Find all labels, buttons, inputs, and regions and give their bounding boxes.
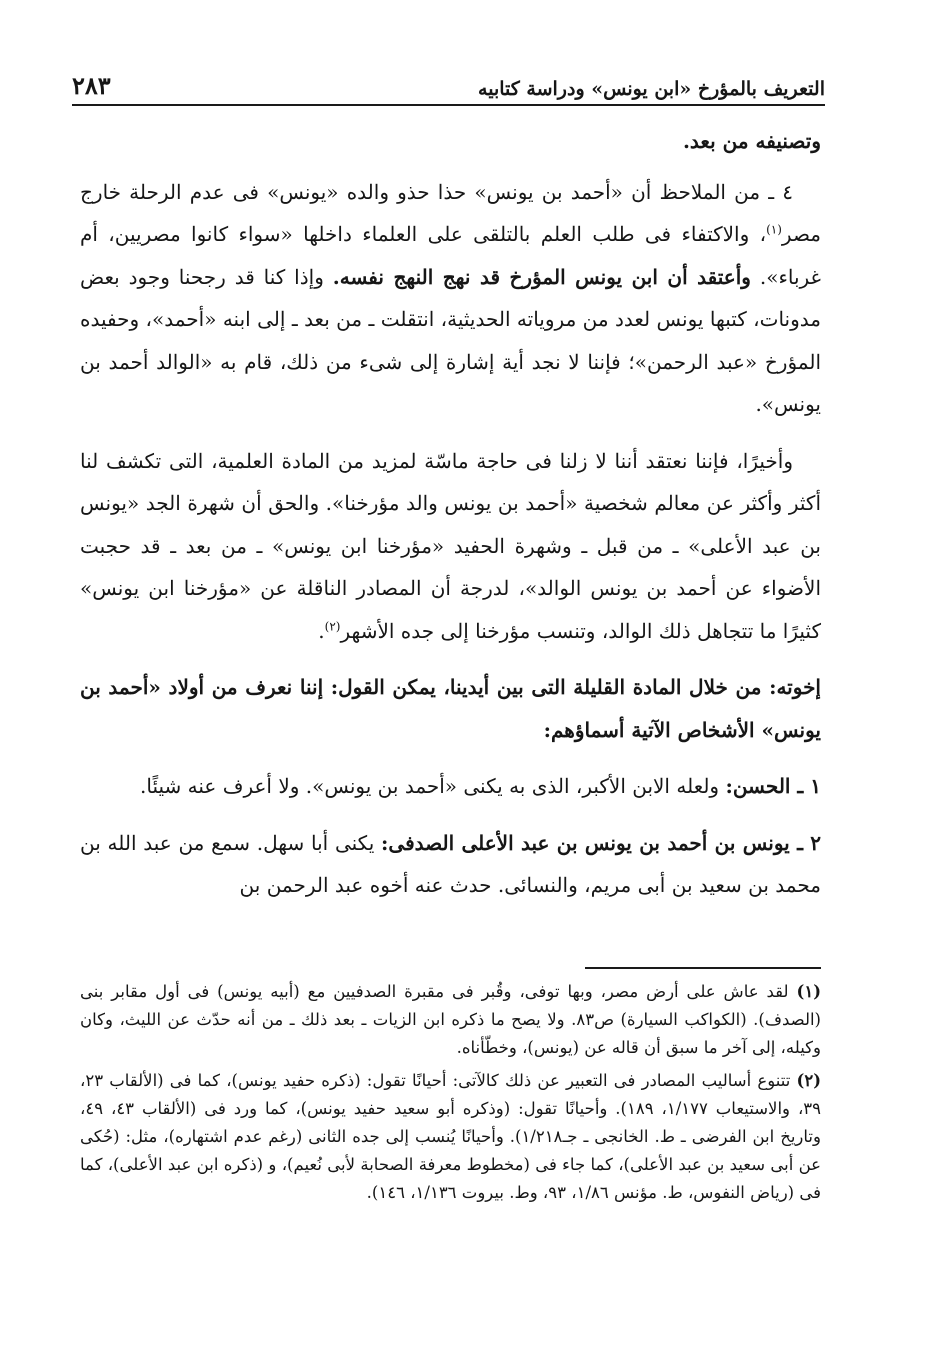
paragraph-4 bbox=[80, 171, 821, 426]
paragraph-4-text-b: ، والاكتفاء فى طلب العلم بالتلقى على العلماء داخلها «سواء كانوا مصريين، أم غرباء». bbox=[80, 222, 822, 289]
paragraph-finally bbox=[80, 440, 821, 653]
sibling-2-text: يكنى أبا سهل. سمع من عبد الله بن محمد بن سعيد بن أبى مريم، والنسائى. حدث عنه أخوه عبد الرحمن بن bbox=[80, 830, 821, 897]
paragraph-4-text-c: وإذا كنا قد رجحنا وجود بعض مدونات، كتبها يونس لعدد من مروياته الحديثية، انتقلت ـ من بعد ـ إلى ابنه «أحمد»، وحفيده المؤرخ «عبد الرحمن»؛ فإننا لا نجد أية إشارة إلى شىء من ذلك، قام به «الوالد أحمد بن يونس». bbox=[80, 264, 821, 416]
paragraph-finally-end: . bbox=[318, 618, 325, 643]
page-number: ٢٨٣ bbox=[72, 71, 111, 100]
footnote-2-text: تتنوع أساليب المصادر فى التعبير عن ذلك كالآتى: أحيانًا تقول: (ذكره حفيد يونس)، كما فى (الألقاب ٢٣، ٣٩، والاستيعاب ١/١٧٧، ١٨٩). وأحيانًا تقول: (وذكره أبو سعيد حفيد يونس)، كما ورد فى (الألقاب ٤٣، ٤٩، وتاريخ ابن الفرضى ـ ط. الخانجى ـ جـ١/٢١٨). وأحيانًا يُنسب إلى جده الثانى (رغم عدم اشتهاره)، مثل: (حُكى عن أبى سعيد بن عبد الأعلى)، كما جاء فى (مخطوط معرفة الصحابة لأبى نُعيم)، و (ذكره ابن عبد الأعلى)، كما فى (رياض النفوس، ط. مؤنس ١/٨٦، ٩٣، وط. بيروت ١/١٣٦، ١٤٦). bbox=[80, 1070, 821, 1203]
paragraph-finally-text: وأخيرًا، فإننا نعتقد أننا لا زلنا فى حاجة ماسّة لمزيد من المادة العلمية، التى تكشف لنا أكثر وأكثر عن معالم شخصية «أحمد بن يونس والد مؤرخنا». والحق أن شهرة الجد «يونس بن عبد الأعلى» ـ من قبل ـ وشهرة الحفيد «مؤرخنا ابن يونس» ـ من بعد ـ قد حجبت الأضواء عن أحمد بن يونس الوالد»، لدرجة أن المصادر الناقلة عن «مؤرخنا ابن يونس» كثيرًا ما تتجاهل ذلك الوالد، وتنسب مؤرخنا إلى جده الأشهر bbox=[80, 448, 821, 643]
footnote-ref-1[interactable]: (١) bbox=[766, 222, 782, 237]
sibling-1-text: ولعله الابن الأكبر، الذى به يكنى «أحمد بن يونس». ولا أعرف عنه شيئًا. bbox=[140, 774, 720, 798]
footnote-2-number: (٢) bbox=[796, 1070, 821, 1090]
sibling-1-name: ١ ـ الحسن: bbox=[725, 774, 821, 798]
siblings-heading: إخوته: من خلال المادة القليلة التى بين أيدينا، يمكن القول: إننا نعرف من أولاد «أحمد بن يونس» الأشخاص الآتية أسماؤهم: bbox=[80, 675, 821, 742]
footnote-2 bbox=[80, 1067, 821, 1208]
footnote-1 bbox=[80, 978, 821, 1063]
sibling-item-2 bbox=[80, 822, 821, 907]
footnote-1-text: لقد عاش على أرض مصر، وبها توفى، وقُبر فى مقبرة الصدفيين مع (أبيه يونس) فى أول مقابر بنى (الصدف). (الكواكب السيارة) ص٨٣. ولا يصح ما ذكره ابن الزيات ـ بعد ذلك ـ من أنه حدّث عن الليث، وكان وكيله، إلى آخر ما سبق أن قاله عن (يونس)، وخطّأناه. bbox=[80, 982, 821, 1058]
footnote-separator bbox=[585, 967, 821, 969]
sibling-2-name: ٢ ـ يونس بن أحمد بن يونس بن عبد الأعلى الصدفى: bbox=[381, 830, 822, 855]
paragraph-continuation: وتصنيفه من بعد. bbox=[682, 129, 821, 153]
main-text bbox=[80, 120, 821, 921]
header-title: التعريف بالمؤرخ «ابن يونس» ودراسة كتابيه bbox=[478, 78, 825, 100]
running-header bbox=[72, 64, 825, 106]
footnotes bbox=[80, 978, 821, 1212]
paragraph-4-emphasis: وأعتقد أن ابن يونس المؤرخ قد نهج النهج نفسه. bbox=[332, 264, 751, 289]
sibling-item-1 bbox=[80, 765, 821, 808]
paragraph-4-text-a: ٤ ـ من الملاحظ أن «أحمد بن يونس» حذا حذو والده «يونس» فى عدم الرحلة خارج مصر bbox=[80, 179, 821, 246]
footnote-ref-2[interactable]: (٢) bbox=[324, 618, 341, 633]
footnote-1-number: (١) bbox=[796, 982, 821, 1001]
